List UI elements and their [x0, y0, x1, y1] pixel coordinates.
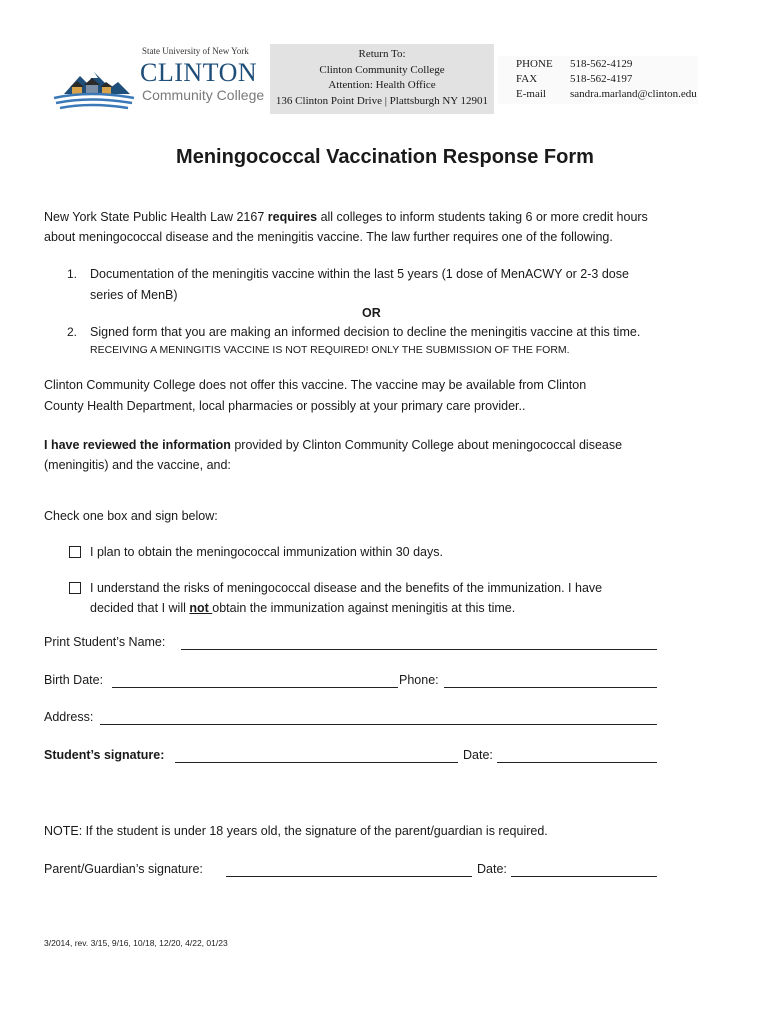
return-address-box [270, 44, 494, 114]
address-field[interactable] [100, 724, 657, 725]
guardian-signature-field[interactable] [226, 876, 472, 877]
college-logo [50, 46, 265, 114]
fax-label: FAX [516, 73, 538, 85]
student-name-label: Print Student’s Name: [44, 635, 166, 649]
revision-footer: 3/2014, rev. 3/15, 9/16, 10/18, 12/20, 4/22, 01/23 [44, 938, 228, 948]
guardian-signature-label: Parent/Guardian’s signature: [44, 862, 203, 876]
or-separator: OR [362, 306, 381, 320]
fax-number: 518-562-4197 [570, 73, 633, 85]
return-heading: Return To: [358, 48, 406, 60]
address-label: Address: [44, 710, 94, 724]
option-1-label: I plan to obtain the meningococcal immunization within 30 days. [90, 545, 443, 559]
list-item-2-note: RECEIVING A MENINGITIS VACCINE IS NOT REQUIRED! ONLY THE SUBMISSION OF THE FORM. [90, 344, 570, 356]
intro-text-bold: requires [267, 210, 318, 224]
list-item-2-line-1: Signed form that you are making an informed decision to decline the meningitis vaccine at this time. [90, 325, 641, 339]
option-2-not: not [189, 601, 213, 615]
student-name-field[interactable] [181, 649, 657, 650]
option-2-post: obtain the immunization against meningitis at this time. [212, 601, 516, 615]
birth-date-field[interactable] [112, 687, 398, 688]
check-instruction: Check one box and sign below: [44, 509, 218, 523]
option-2-line-2 [90, 598, 515, 619]
plan-to-obtain-checkbox[interactable] [69, 546, 81, 558]
intro-text-pre: New York State Public Health Law 2167 [44, 210, 268, 224]
guardian-date-field[interactable] [511, 876, 657, 877]
return-attention: Attention: Health Office [328, 79, 436, 91]
list-item-1-line-1: Documentation of the meningitis vaccine within the last 5 years (1 dose of MenACWY or 2-3 dose [90, 267, 629, 281]
list-item-2-number: 2. [67, 325, 78, 339]
logo-sub-text: Community College [142, 87, 265, 103]
logo-name-text: CLINTON [140, 58, 258, 87]
list-item-1-number: 1. [67, 267, 78, 281]
student-signature-label: Student’s signature: [44, 748, 165, 762]
guardian-note: NOTE: If the student is under 18 years old, the signature of the parent/guardian is required. [44, 824, 548, 838]
student-date-field[interactable] [497, 762, 657, 763]
reviewed-bold: I have reviewed the information [44, 438, 231, 452]
reviewed-line-1 [44, 435, 622, 456]
email-address[interactable]: sandra.marland@clinton.edu [570, 88, 697, 100]
availability-line-1: Clinton Community College does not offer this vaccine. The vaccine may be available from Clinton [44, 378, 587, 392]
option-2-pre: decided that I will [90, 601, 190, 615]
email-label: E-mail [516, 88, 546, 100]
contact-info [498, 56, 698, 104]
mountain-logo-icon [50, 54, 136, 114]
birth-date-label: Birth Date: [44, 673, 104, 687]
logo-suny-text: State University of New York [142, 46, 249, 56]
phone-field[interactable] [444, 687, 657, 688]
option-2-line-1: I understand the risks of meningococcal disease and the benefits of the immunization. I have [90, 581, 603, 595]
student-signature-field[interactable] [175, 762, 458, 763]
page-title: Meningococcal Vaccination Response Form [176, 146, 594, 168]
return-street: 136 Clinton Point Drive | Plattsburgh NY 12901 [275, 94, 489, 107]
reviewed-rest: provided by Clinton Community College about meningococcal disease [230, 438, 623, 452]
student-date-label: Date: [463, 748, 493, 762]
availability-line-2: County Health Department, local pharmacies or possibly at your primary care provider.. [44, 399, 526, 413]
guardian-date-label: Date: [477, 862, 507, 876]
intro-line-1 [44, 207, 648, 228]
decline-checkbox[interactable] [69, 582, 81, 594]
list-item-1-line-2: series of MenB) [90, 288, 178, 302]
phone-field-label: Phone: [399, 673, 439, 687]
intro-line-2: about meningococcal disease and the meningitis vaccine. The law further requires one of the following. [44, 230, 613, 244]
phone-number: 518-562-4129 [570, 58, 633, 70]
intro-text-post: all colleges to inform students taking 6 or more credit hours [317, 210, 648, 224]
reviewed-line-2: (meningitis) and the vaccine, and: [44, 458, 231, 472]
phone-label: PHONE [516, 58, 553, 70]
return-college: Clinton Community College [319, 63, 445, 76]
